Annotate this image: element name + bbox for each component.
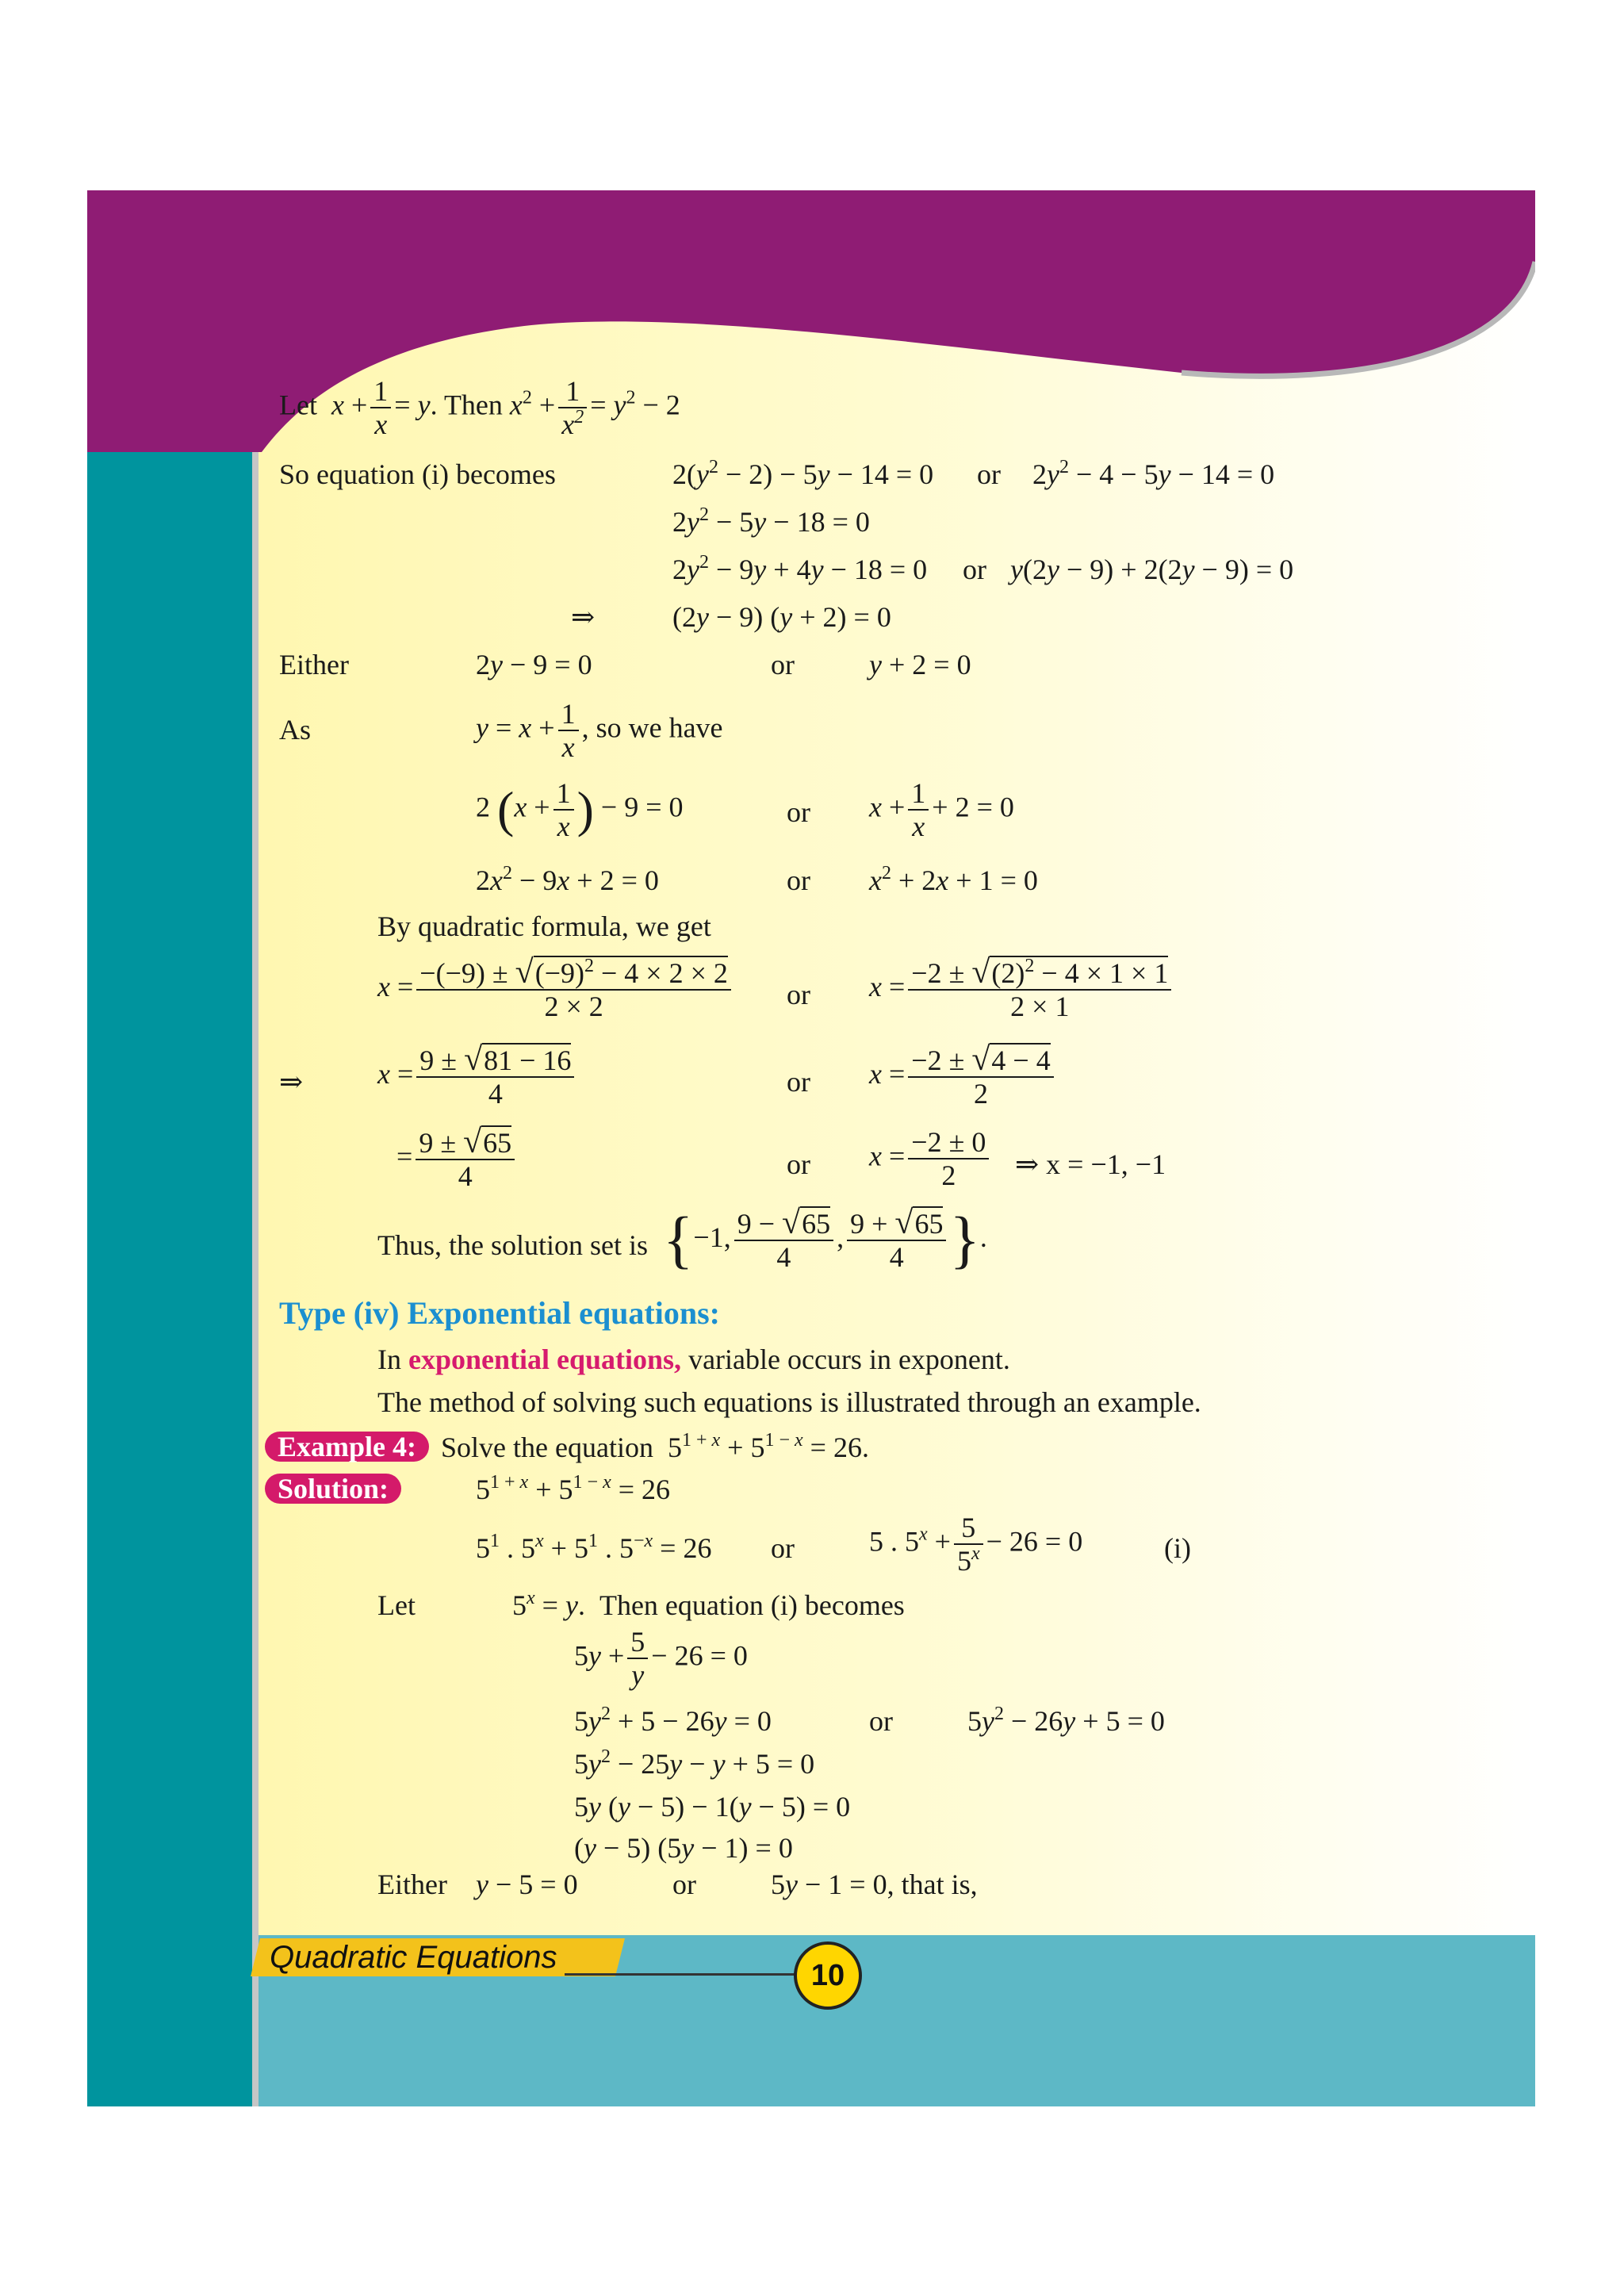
equation-line: $2(y^2 - 2) - 5y - 14 = 0$ (672, 457, 934, 490)
let-label: Let (377, 1589, 416, 1621)
equation-line: 2 (x + $\frac{1}{x}$ ) − 9 = 0 (476, 777, 684, 842)
equation-line: $5^1$ . $5^x + 5^1$ . $5^{-x} = 26$ (476, 1531, 712, 1564)
equation-line: 5 . $5^x$ + $\frac{5}{5^x}$ − 26 = 0 (869, 1512, 1083, 1577)
or-label: or (787, 1066, 810, 1098)
method-line: The method of solving such equations is illustrated through an example. (377, 1386, 1201, 1418)
final-roots: ⇒ x = −1, −1 (1015, 1148, 1166, 1180)
either-label: Either (279, 649, 349, 680)
implies-arrow: ⇒ (279, 1066, 304, 1098)
equation-line: $2y^2 - 4 - 5y - 14 = 0$ (1032, 457, 1275, 490)
or-label: or (787, 979, 810, 1010)
or-label: or (977, 458, 1001, 490)
equation-line: x = $\frac{-2 \pm √(2)^2 - 4 \times 1 \times 1}{2 \times 1}$ (869, 956, 1174, 1022)
equation-line: x = $\frac{-2 \pm √4 - 4}{2}$ (869, 1044, 1057, 1110)
or-label: or (771, 649, 795, 680)
equation-line: $2y^2 - 5y - 18 = 0$ (672, 504, 870, 538)
equation-line: 5y (y − 5) − 1(y − 5) = 0 (574, 1791, 851, 1823)
either-label: Either (377, 1869, 447, 1900)
equation-tag: (i) (1164, 1532, 1191, 1564)
equation-line: $5y^2 - 25y - y + 5 = 0$ (574, 1746, 815, 1780)
equation-line: 5y − 1 = 0, that is, (771, 1869, 978, 1900)
page-number: 10 (794, 1941, 862, 2010)
equation-line: 2y − 9 = 0 (476, 649, 592, 680)
or-label: or (771, 1532, 795, 1564)
or-label: or (869, 1705, 893, 1737)
solution-set-label: Thus, the solution set is (377, 1229, 648, 1261)
or-label: or (963, 554, 986, 585)
example-badge: Example 4: (265, 1432, 429, 1462)
equation-line: $5y^2 + 5 - 26y = 0$ (574, 1704, 772, 1737)
equation-line: y = x + $\frac{1}{x}$ , so we have (476, 698, 723, 763)
equation-line: (y − 5) (5y − 1) = 0 (574, 1832, 793, 1864)
equation-line: x = $\frac{-(-9) \pm √(-9)^2 - 4 \times 2 \times 2}{2 \times 2}$ (377, 956, 734, 1022)
equation-line: y(2y − 9) + 2(2y − 9) = 0 (1010, 554, 1294, 585)
equation-line: $5^{1 + x} + 5^{1 - x} = 26$ (476, 1472, 671, 1505)
equation-line: y − 5 = 0 (476, 1869, 578, 1900)
as-label: As (279, 714, 312, 746)
equation-line: $2y^2 - 9y + 4y - 18 = 0$ (672, 552, 928, 585)
substitution-line: $5^x = y$. Then equation (i) becomes (512, 1588, 905, 1621)
solution-set: {−1, $\frac{9 - √65}{4}$ , $\frac{9 + √65}{4}$ }. (663, 1205, 987, 1275)
footer-rule (565, 1973, 795, 1976)
implies-arrow: ⇒ (571, 601, 596, 633)
equation-line: x = $\frac{-2 \pm 0}{2}$ (869, 1126, 992, 1191)
so-equation-becomes: So equation (i) becomes (279, 458, 556, 490)
equation-line: $2x^2 - 9x + 2 = 0$ (476, 863, 659, 896)
let-substitution-line: Let x + $\frac{1}{x}$ = y. Then $x^2$ + $\frac{1}{x^2}$ = $y^2 - 2$ (279, 375, 680, 440)
equation-line: $x^2 + 2x + 1 = 0$ (869, 863, 1038, 896)
or-label: or (672, 1869, 696, 1900)
intro-line: In exponential equations, variable occurs in exponent. (377, 1343, 1010, 1375)
keyword-exponential: exponential equations, (408, 1343, 682, 1375)
quadratic-formula-intro: By quadratic formula, we get (377, 910, 711, 942)
equation-line: (2y − 9) (y + 2) = 0 (672, 601, 891, 633)
or-label: or (787, 796, 810, 828)
example-statement: Solve the equation $5^{1 + x} + 5^{1 - x} = 26$. (441, 1430, 869, 1463)
left-teal-bar (87, 190, 252, 2106)
section-heading: Type (iv) Exponential equations: (279, 1295, 720, 1331)
or-label: or (787, 1148, 810, 1180)
equation-line: $5y^2 - 26y + 5 = 0$ (967, 1704, 1165, 1737)
equation-line: = $\frac{9 \pm √65}{4}$ (396, 1126, 518, 1192)
chapter-title: Quadratic Equations (270, 1940, 557, 1975)
equation-line: x + $\frac{1}{x}$ + 2 = 0 (869, 777, 1014, 842)
left-bar-shadow (252, 365, 259, 2106)
or-label: or (787, 864, 810, 896)
solution-badge: Solution: (265, 1474, 401, 1504)
equation-line: 5y + $\frac{5}{y}$ − 26 = 0 (574, 1626, 748, 1691)
equation-line: x = $\frac{9 \pm √81 - 16}{4}$ (377, 1044, 577, 1110)
equation-line: y + 2 = 0 (869, 649, 971, 680)
